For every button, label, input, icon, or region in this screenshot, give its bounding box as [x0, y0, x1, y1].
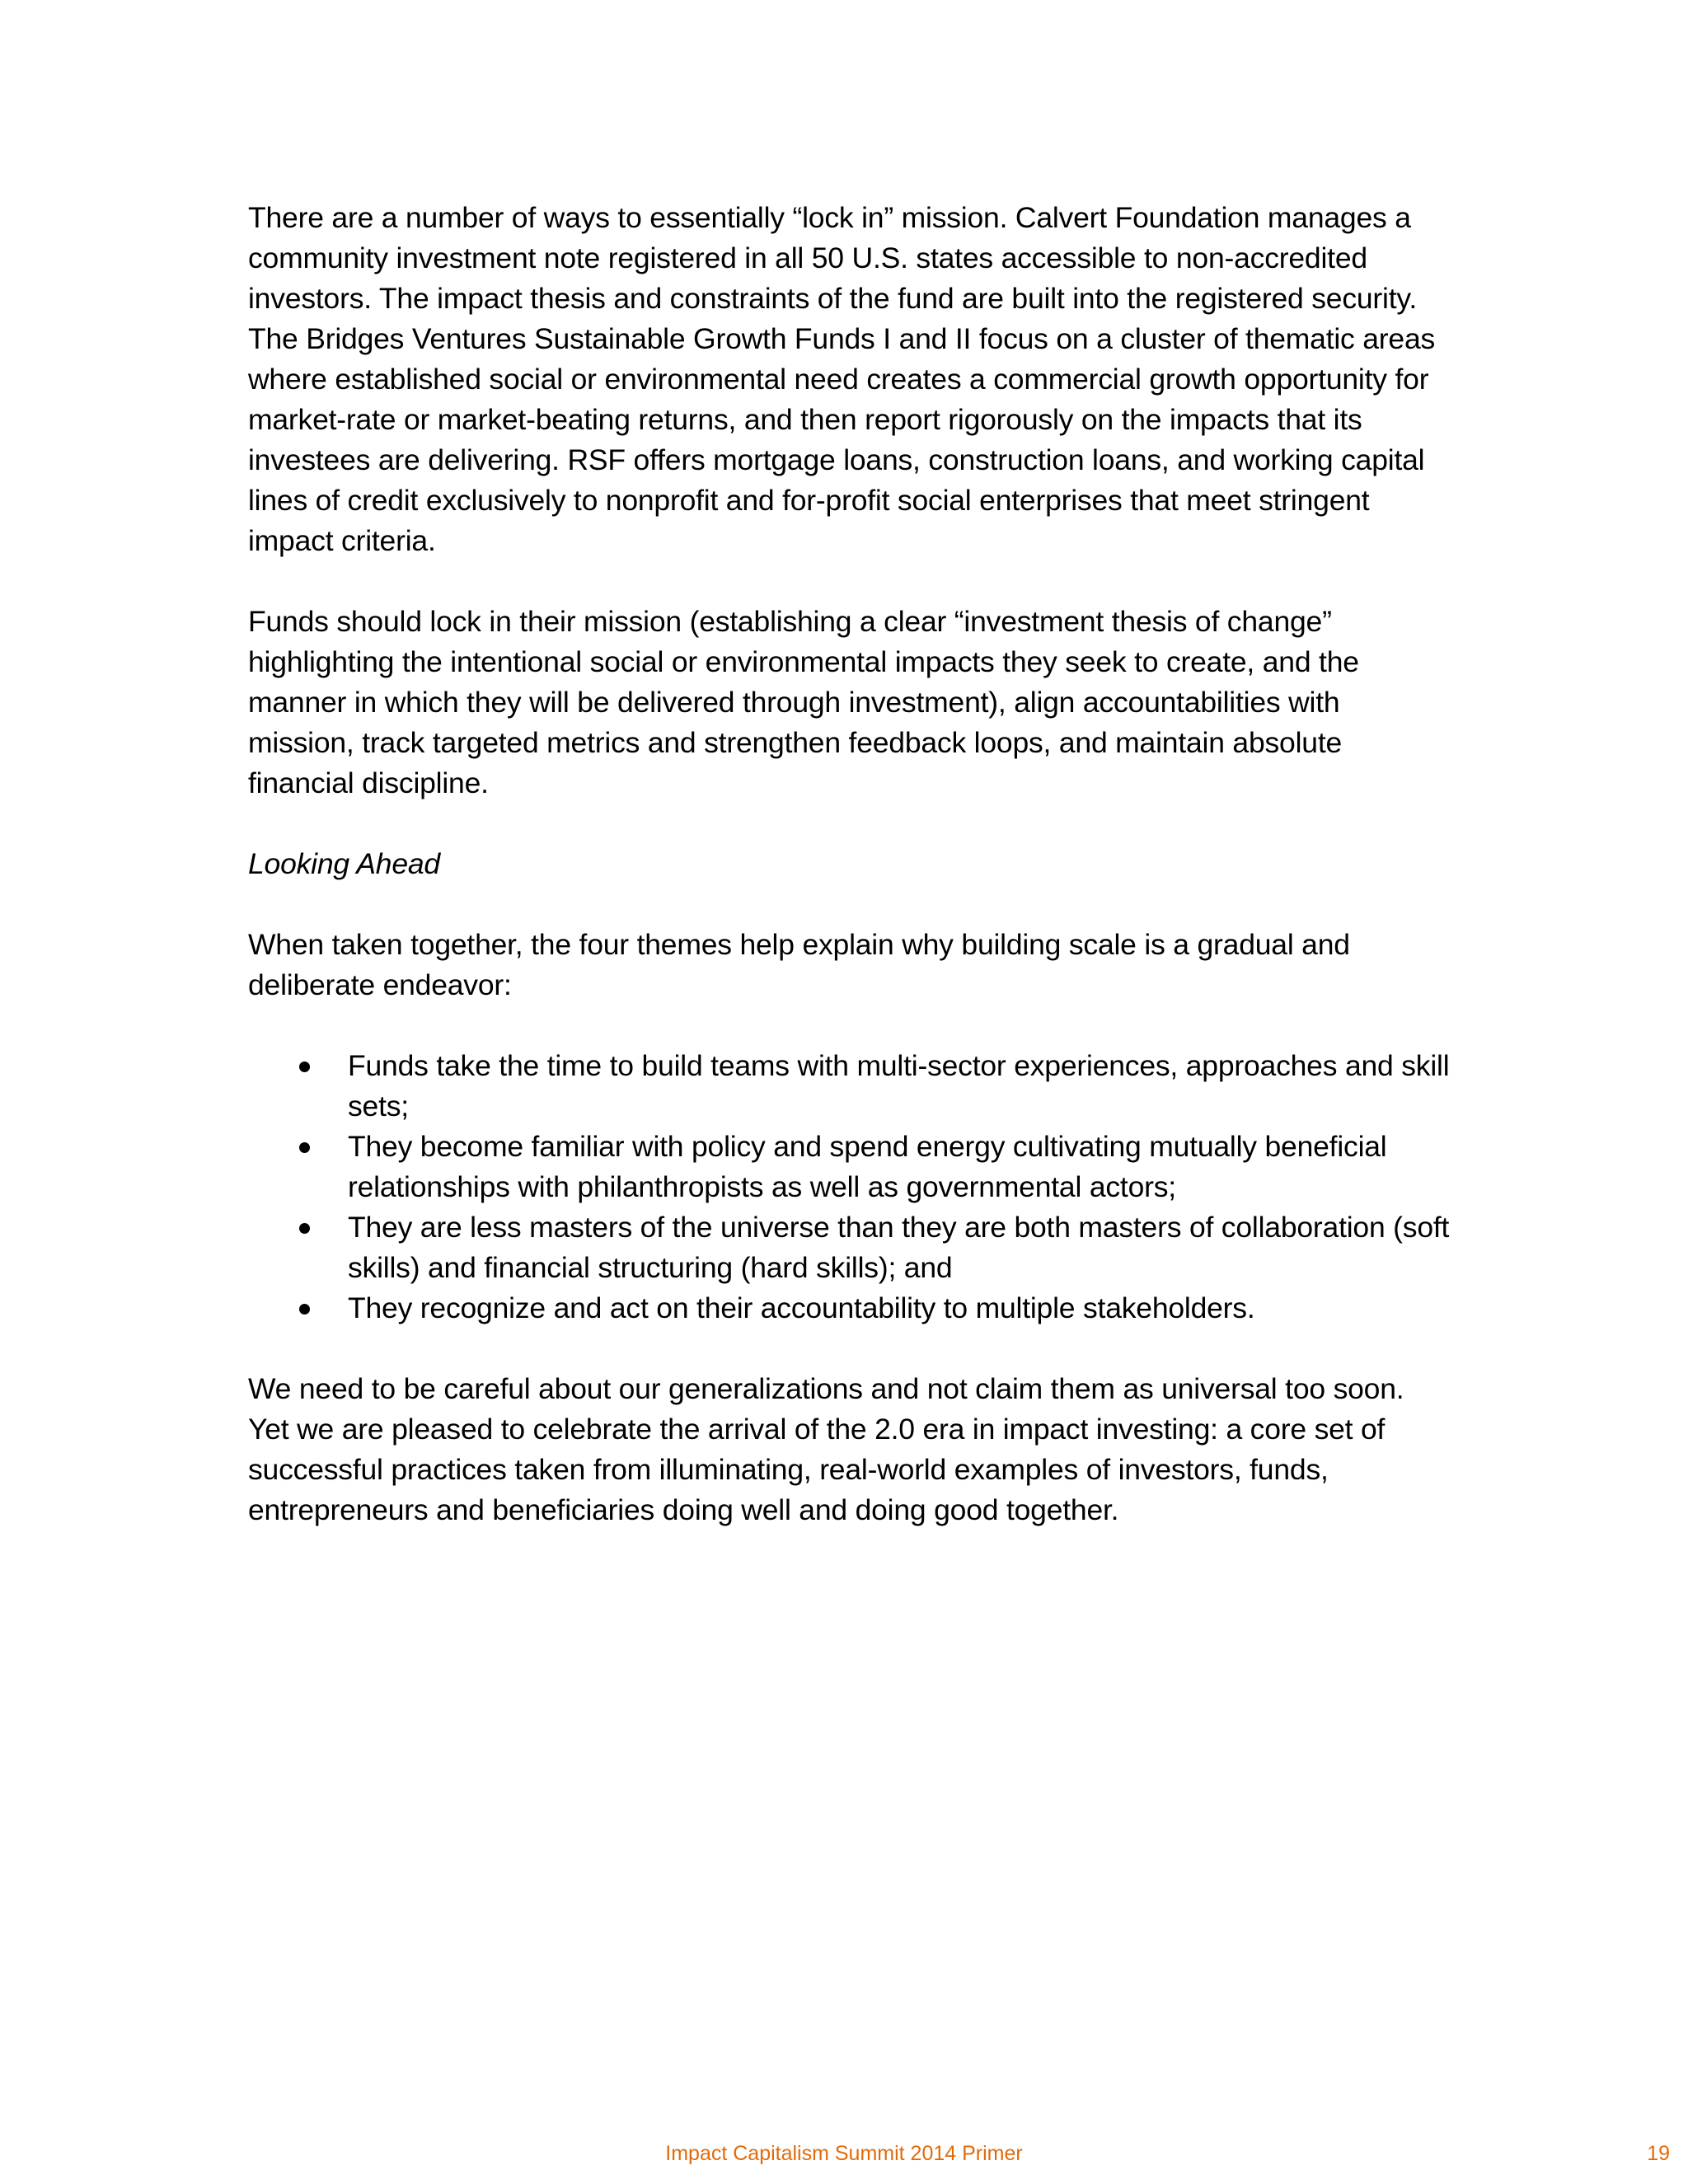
paragraph-closing: We need to be careful about our generalizations and not claim them as universal too soon. Yet we are pleased to celebrate the arrival of the 2.0 era in impact investing: a core set of successful practices taken from illuminating, real-world examples of investors, funds, entrepreneurs and beneficiaries doing well and doing good together. — [248, 1372, 1404, 1526]
bullet-icon — [299, 1304, 310, 1315]
list-item — [348, 1288, 1451, 1329]
document-body — [248, 198, 1451, 1571]
bullet-icon — [299, 1223, 310, 1234]
paragraph-funds-mission: Funds should lock in their mission (establishing a clear “investment thesis of change” highlighting the intentional social or environmental impacts they seek to create, and the manner in which they will be delivered through investment), align accountabilities with mission, track targeted metrics and strengthen feedback loops, and maintain absolute financial discipline. — [248, 605, 1359, 799]
list-item-text: They become familiar with policy and spend energy cultivating mutually beneficial relationships with philanthropists as well as governmental actors; — [348, 1130, 1387, 1203]
list-item-text: Funds take the time to build teams with multi-sector experiences, approaches and skill sets; — [348, 1049, 1450, 1122]
paragraph-intro: When taken together, the four themes help explain why building scale is a gradual and deliberate endeavor: — [248, 928, 1350, 1001]
bullet-icon — [299, 1062, 310, 1072]
footer-title: Impact Capitalism Summit 2014 Primer — [665, 2142, 1023, 2165]
page-number: 19 — [1647, 2142, 1670, 2165]
list-item — [348, 1207, 1451, 1288]
list-item — [348, 1046, 1451, 1127]
paragraph-lock-in-mission: There are a number of ways to essentially “lock in” mission. Calvert Foundation manages a community investment note registered in all 50 U.S. states accessible to non-accredited investors. The impact thesis and constraints of the fund are built into the registered security. The Bridges Ventures Sustainable Growth Funds I and II focus on a cluster of thematic areas where established social or environmental need creates a commercial growth opportunity for market-rate or market-beating returns, and then report rigorously on the impacts that its investees are delivering. RSF offers mortgage loans, construction loans, and working capital lines of credit exclusively to nonprofit and for-profit social enterprises that meet stringent impact criteria. — [248, 201, 1436, 557]
bullet-icon — [299, 1142, 310, 1153]
section-heading: Looking Ahead — [248, 847, 440, 880]
list-item-text: They are less masters of the universe than they are both masters of collaboration (soft skills) and financial structuring (hard skills); and — [348, 1211, 1450, 1284]
list-item-text: They recognize and act on their accountability to multiple stakeholders. — [348, 1291, 1255, 1324]
list-item — [348, 1127, 1451, 1207]
bullet-list — [248, 1046, 1451, 1329]
